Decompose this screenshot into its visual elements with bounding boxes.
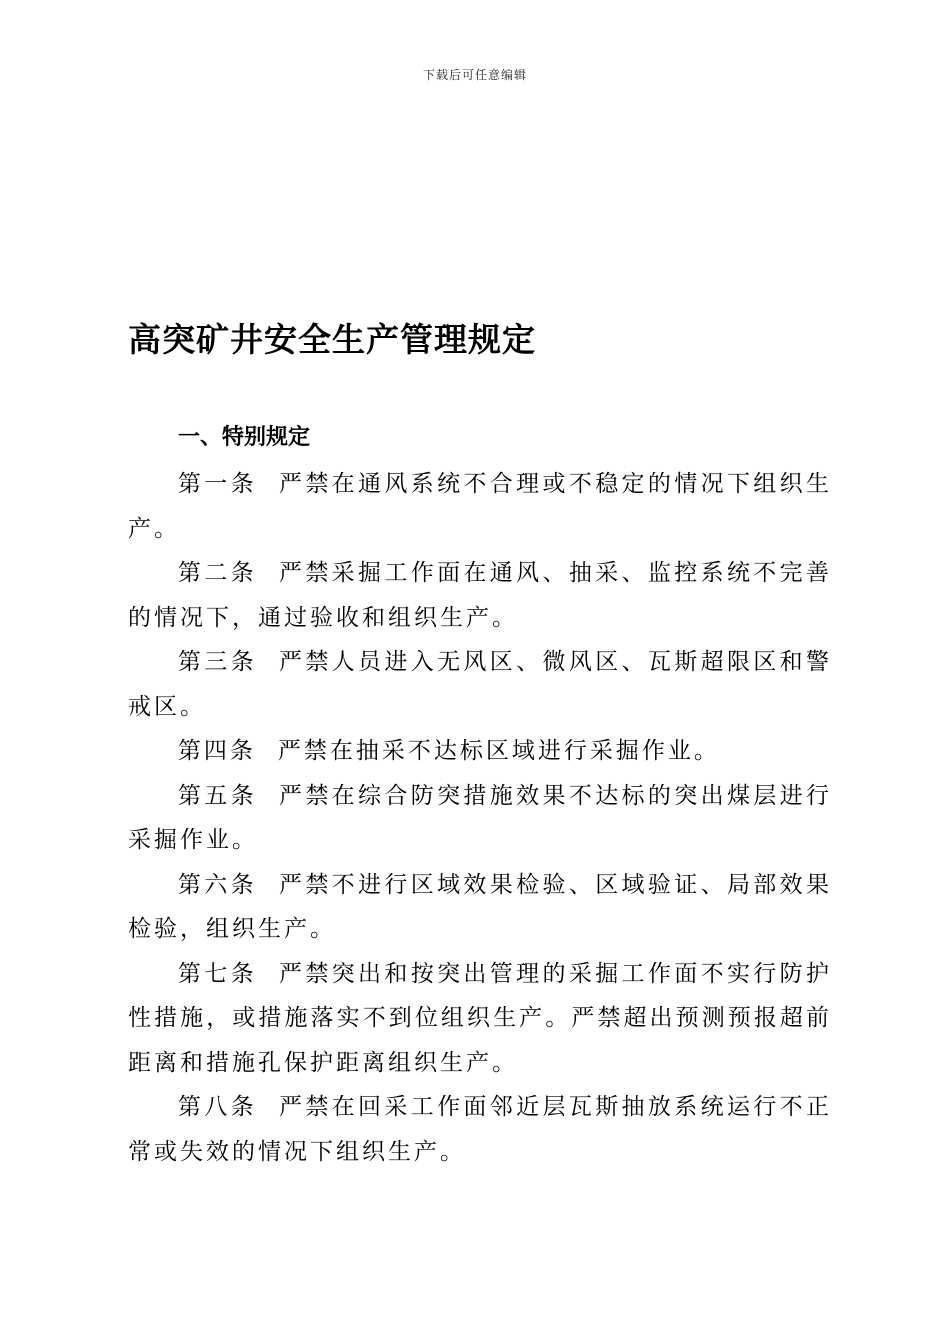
article-text: 严禁在回采工作面邻近层瓦斯抽放系统运行不正常或失效的情况下组织生产。 (128, 1094, 833, 1165)
article-7 (128, 952, 832, 1086)
article-number: 第二条 (177, 560, 257, 586)
article-text: 严禁在抽采不达标区域进行采掘作业。 (277, 738, 720, 764)
article-number: 第八条 (177, 1094, 257, 1120)
article-8 (128, 1085, 832, 1174)
article-number: 第三条 (177, 649, 257, 675)
article-text: 严禁在通风系统不合理或不稳定的情况下组织生产。 (128, 471, 833, 542)
article-number: 第七条 (177, 960, 257, 987)
article-text: 严禁在综合防突措施效果不达标的突出煤层进行采掘作业。 (128, 782, 833, 853)
article-5 (128, 774, 832, 863)
article-text: 严禁人员进入无风区、微风区、瓦斯超限区和警戒区。 (128, 649, 833, 720)
article-text: 严禁突出和按突出管理的采掘工作面不实行防护性措施，或措施落实不到位组织生产。严禁超出预测预报超前距离和措施孔保护距离组织生产。 (128, 960, 833, 1076)
article-text: 严禁不进行区域效果检验、区域验证、局部效果检验，组织生产。 (128, 871, 833, 942)
page-header-note: 下载后可任意编辑 (422, 68, 527, 82)
article-2 (128, 551, 832, 640)
section-heading: 一、特别规定 (178, 425, 311, 450)
article-4 (128, 729, 832, 774)
article-3 (128, 640, 832, 729)
article-number: 第一条 (177, 471, 257, 497)
article-number: 第六条 (177, 871, 257, 898)
document-title: 高突矿井安全生产管理规定 (128, 320, 536, 359)
article-text: 严禁采掘工作面在通风、抽采、监控系统不完善的情况下，通过验收和组织生产。 (128, 560, 833, 631)
article-number: 第四条 (177, 738, 256, 764)
article-1 (128, 462, 832, 551)
article-6 (128, 863, 832, 952)
article-number: 第五条 (177, 782, 257, 809)
document-body (128, 420, 832, 1174)
